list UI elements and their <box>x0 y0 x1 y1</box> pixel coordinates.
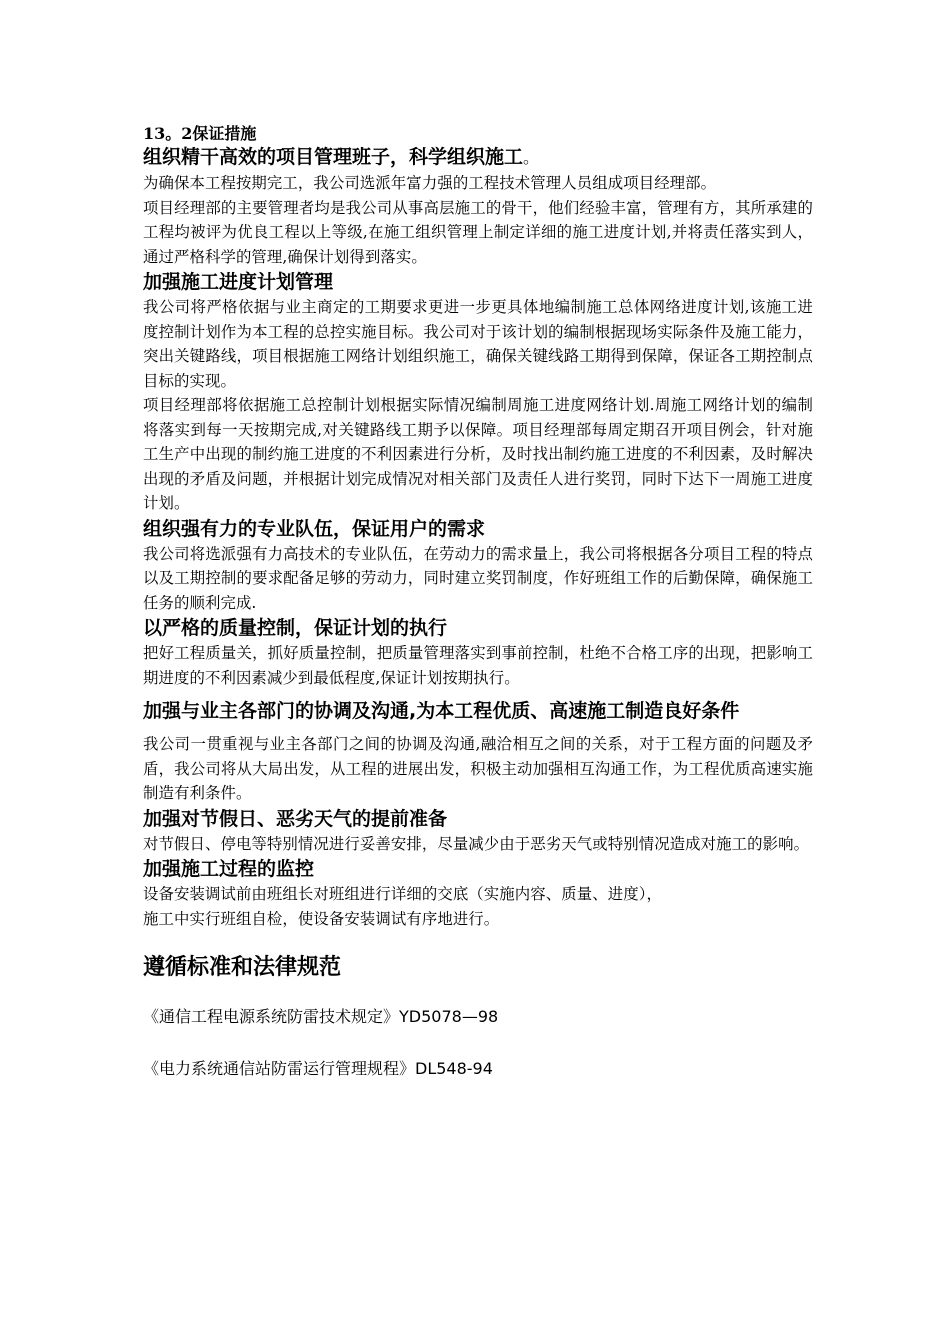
paragraph-schedule-1: 我公司将严格依据与业主商定的工期要求更进一步更具体地编制施工总体网络进度计划,该施工进度控制计划作为本工程的总控实施目标。我公司对于该计划的编制根据现场实际条件及施工能力，突出关键路线，项目根据施工网络计划组织施工，确保关键线路工期得到保障，保证各工期控制点目标的实现。 <box>143 298 813 390</box>
paragraph-monitor-2: 施工中实行班组自检，使设备安装调试有序地进行。 <box>143 909 500 928</box>
paragraph-holiday: 对节假日、停电等特别情况进行妥善安排，尽量减少由于恶劣天气或特别情况造成对施工的影响。 <box>143 834 810 853</box>
paragraph-monitor-1: 设备安装调试前由班组长对班组进行详细的交底（实施内容、质量、进度）， <box>143 885 662 903</box>
paragraph-quality: 把好工程质量关，抓好质量控制，把质量管理落实到事前控制，杜绝不合格工序的出现，把影响工期进度的不利因素减少到最低程度,保证计划按期执行。 <box>143 644 813 687</box>
document-page <box>143 124 813 1080</box>
paragraph-coordination: 我公司一贯重视与业主各部门之间的协调及沟通,融洽相互之间的关系，对于工程方面的问题及矛盾，我公司将从大局出发，从工程的进展出发，积极主动加强相互沟通工作，为工程优质高速实施制造有利条件。 <box>143 735 813 802</box>
section-title: 13。2保证措施 <box>143 124 257 143</box>
standard-reference-2: 《电力系统通信站防雷运行管理规程》DL548-94 <box>143 1059 493 1078</box>
paragraph-team-1: 为确保本工程按期完工，我公司选派年富力强的工程技术管理人员组成项目经理部。 <box>143 174 717 192</box>
heading-quality-control: 以严格的质量控制，保证计划的执行 <box>143 617 448 639</box>
heading-project-team-tail: 。 <box>523 148 540 167</box>
heading-holiday-weather: 加强对节假日、恶劣天气的提前准备 <box>143 807 448 830</box>
heading-project-team <box>143 144 813 171</box>
standard-reference-1: 《通信工程电源系统防雷技术规定》YD5078—98 <box>143 1007 499 1026</box>
paragraph-schedule-2: 项目经理部将依据施工总控制计划根据实际情况编制周施工进度网络计划.周施工网络计划的编制将落实到每一天按期完成,对关键路线工期予以保障。项目经理部每周定期召开项目例会，针对施工生产中出现的制约施工进度的不利因素进行分析，及时找出制约施工进度的不利因素，及时解决出现的矛盾及问题，并根据计划完成情况对相关部门及责任人进行奖罚，同时下达下一周施工进度计划。 <box>143 396 813 512</box>
heading-project-team-text: 组织精干高效的项目管理班子，科学组织施工 <box>143 146 524 168</box>
heading-standards: 遵循标准和法律规范 <box>143 955 342 980</box>
heading-process-monitoring: 加强施工过程的监控 <box>143 858 315 880</box>
heading-schedule-management: 加强施工进度计划管理 <box>143 271 334 293</box>
paragraph-crew: 我公司将选派强有力高技术的专业队伍，在劳动力的需求量上，我公司将根据各分项目工程的特点以及工期控制的要求配备足够的劳动力，同时建立奖罚制度，作好班组工作的后勤保障，确保施工任务的顺利完成. <box>143 544 813 612</box>
heading-professional-crew: 组织强有力的专业队伍，保证用户的需求 <box>143 517 486 540</box>
paragraph-team-2: 项目经理部的主要管理者均是我公司从事高层施工的骨干，他们经验丰富，管理有方，其所承建的工程均被评为优良工程以上等级,在施工组织管理上制定详细的施工进度计划,并将责任落实到人，通过严格科学的管理,确保计划得到落实。 <box>143 198 813 266</box>
heading-owner-coordination: 加强与业主各部门的协调及沟通,为本工程优质、高速施工制造良好条件 <box>143 700 740 722</box>
